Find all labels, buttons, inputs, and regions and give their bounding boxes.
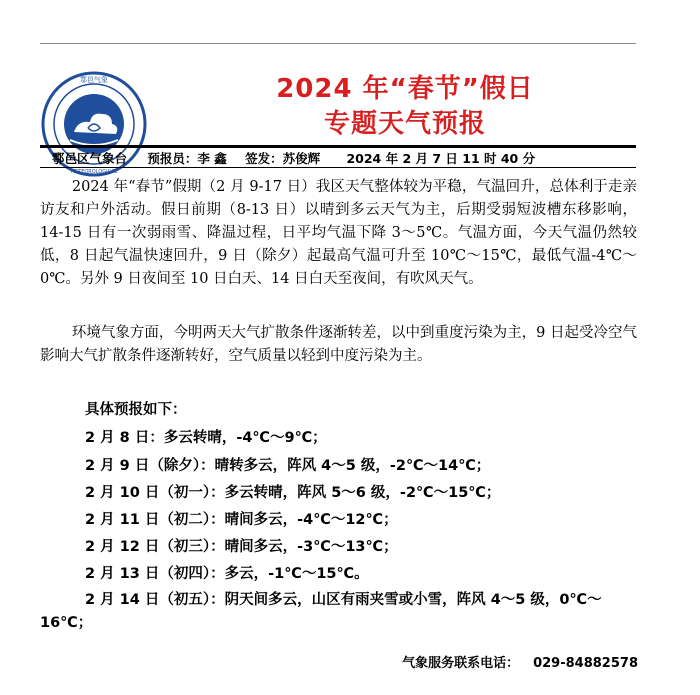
forecast-item: 2 月 14 日（初五）：阴天间多云，山区有雨夹雪或小雪，阵风 4～5 级，0℃～16℃；	[40, 592, 602, 631]
page-title-line2: 专题天气预报	[323, 109, 486, 139]
header-rule-thick	[40, 145, 636, 148]
header-rule-thin	[40, 167, 636, 168]
forecast-item: 2 月 12 日（初三）：晴间多云，-3℃～13℃；	[85, 539, 398, 555]
forecaster: 预报员：李 鑫	[147, 151, 227, 166]
forecast-item: 2 月 10 日（初一）：多云转晴，阵风 5～6 级，-2℃～15℃；	[85, 485, 501, 501]
page-title-line1: 2024 年“春节”假日	[276, 74, 534, 104]
body-paragraph-1: 2024 年“春节”假期（2 月 9-17 日）我区天气整体较为平稳，气温回升，总体利于走亲访友和户外活动。假日前期（8-13 日）以晴到多云天气为主，后期受弱短波槽东移影响，14-15 日有一次弱雨雪、降温过程，日平均气温下降 3～5℃。气温方面，今天气温仍然较低，8 日起气温快速回升，9 日（除夕）起最高气温可升至 10℃～15℃，最低气温-4℃～0℃。另外 9 日夜间至 10 日白天、14 日白天至夜间，有吹风天气。	[40, 179, 637, 287]
contact-number: 029-84882578	[533, 656, 638, 671]
issuer: 签发：苏俊辉	[245, 151, 321, 166]
forecast-item: 2 月 13 日（初四）：多云，-1℃～15℃。	[85, 566, 369, 582]
issued-time: 2024 年 2 月 7 日 11 时 40 分	[346, 151, 536, 166]
top-divider	[40, 43, 636, 44]
contact-label: 气象服务联系电话：	[402, 656, 520, 671]
forecast-item: 2 月 9 日（除夕）：晴转多云，阵风 4～5 级，-2℃～14℃；	[85, 458, 491, 474]
body-paragraph-2: 环境气象方面，今明两天大气扩散条件逐渐转差，以中到重度污染为主，9 日起受冷空气影响大气扩散条件逐渐转好，空气质量以轻到中度污染为主。	[40, 325, 637, 364]
logo-top-text: 鄠邑气象	[80, 76, 108, 84]
agency-name: 鄠邑区气象台	[52, 151, 128, 166]
logo-bottom-text: METEOROLOGICAL	[70, 169, 118, 175]
contact-line	[402, 652, 638, 671]
forecast-item: 2 月 11 日（初二）：晴间多云，-4℃～12℃；	[85, 512, 398, 528]
forecast-item: 2 月 8 日：多云转晴，-4℃～9℃；	[85, 430, 327, 446]
meta-line	[40, 149, 636, 167]
forecast-heading: 具体预报如下：	[85, 402, 187, 418]
